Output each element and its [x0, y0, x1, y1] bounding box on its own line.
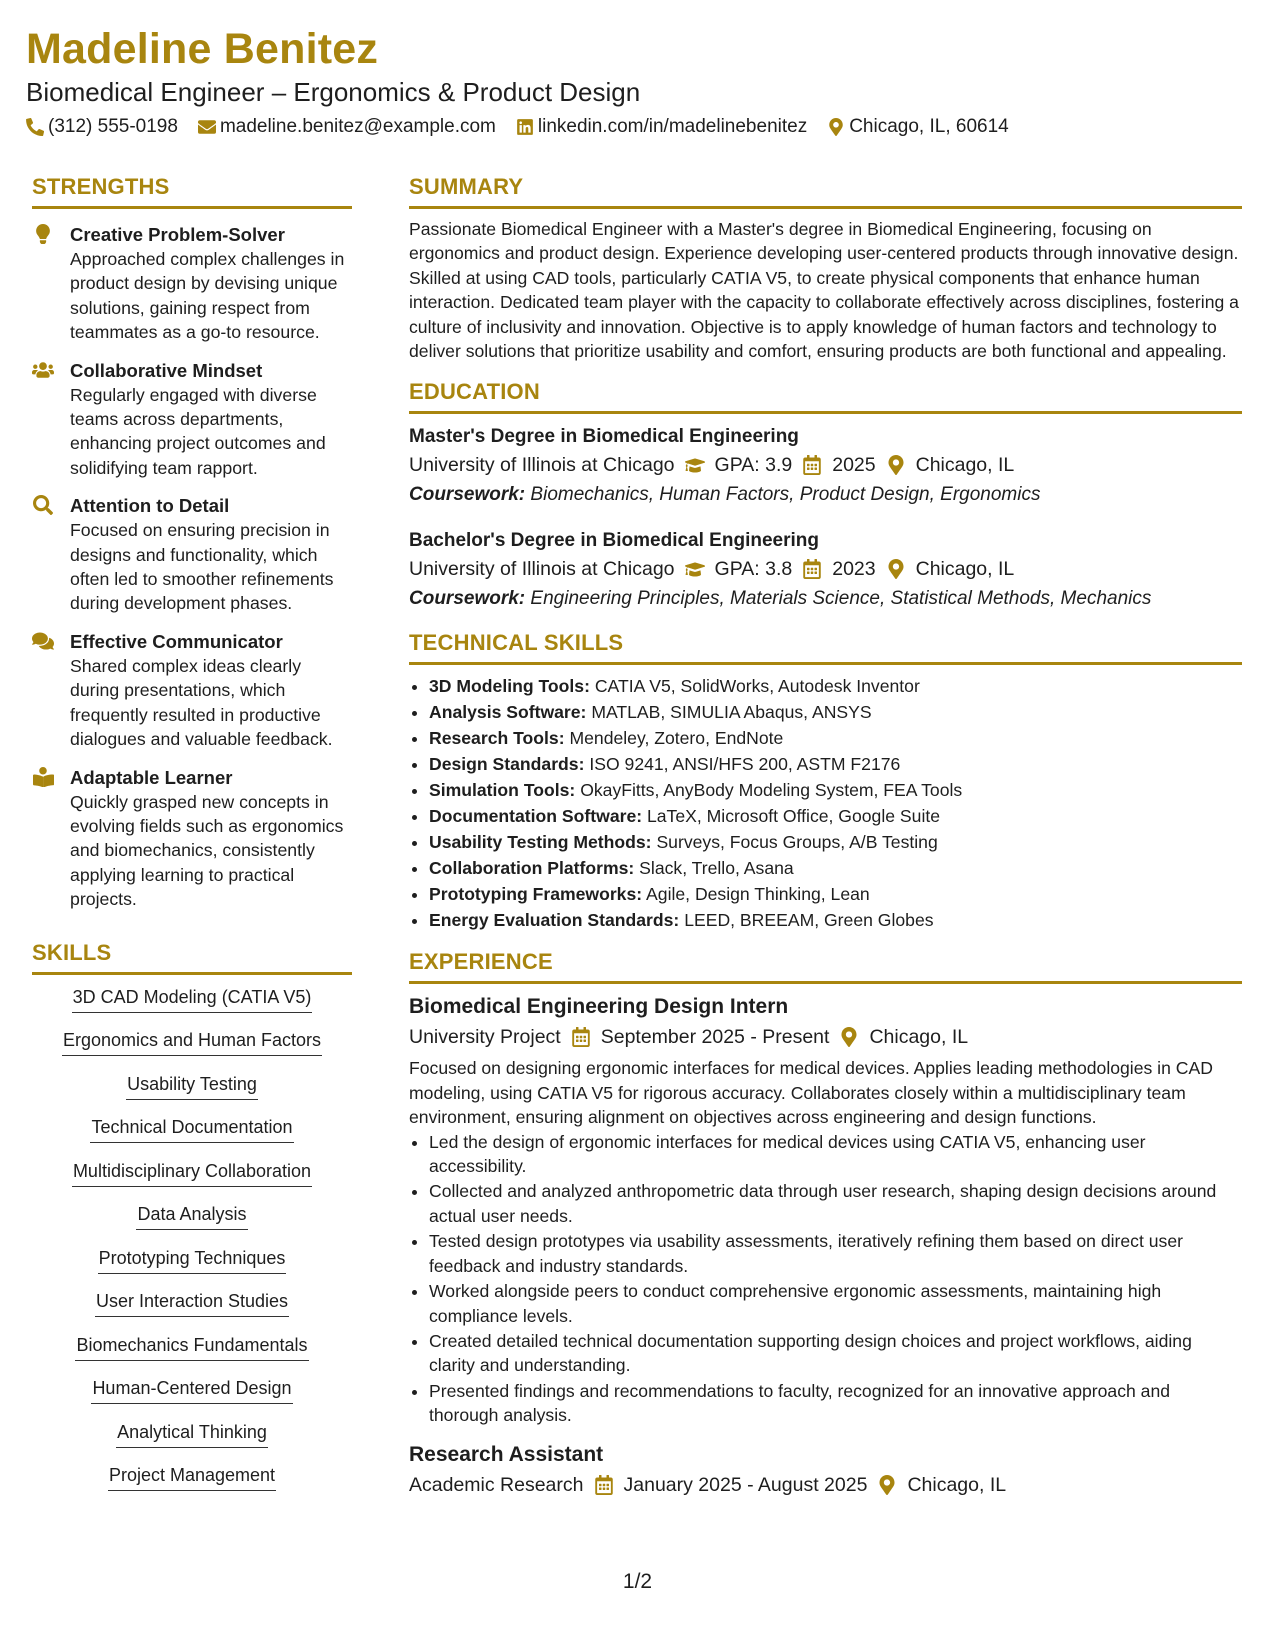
strength-desc: Approached complex challenges in product design by devising unique solutions, gaining respect from teammates as a go-to resource. — [70, 249, 345, 343]
job-org: Academic Research — [409, 1473, 584, 1496]
skills-list — [32, 985, 352, 1507]
calendar-icon — [802, 455, 822, 475]
skill-tag: Usability Testing — [126, 1072, 258, 1100]
degree-title: Master's Degree in Biomedical Engineering — [409, 426, 799, 448]
graduation-cap-icon — [685, 455, 705, 475]
skill-tag: Ergonomics and Human Factors — [62, 1028, 322, 1056]
tech-skill-label: Simulation Tools: — [429, 780, 576, 801]
strength-item — [32, 629, 352, 752]
candidate-name: Madeline Benitez — [26, 25, 379, 73]
tech-skill-item — [429, 725, 1242, 751]
technical-skills-list — [409, 673, 1242, 933]
strength-desc: Quickly grasped new concepts in evolving fields such as ergonomics and biomechanics, consistently applying learning to practical projects. — [70, 791, 344, 910]
email-link[interactable]: madeline.benitez@example.com — [219, 116, 496, 137]
skill-tag: Analytical Thinking — [116, 1420, 268, 1448]
phone-text: (312) 555-0198 — [48, 116, 178, 137]
tech-skill-item — [429, 829, 1242, 855]
job-org: University Project — [409, 1026, 561, 1049]
candidate-title: Biomedical Engineer – Ergonomics & Product Design — [26, 77, 641, 107]
gpa-text: GPA: 3.9 — [714, 454, 793, 477]
education-heading: EDUCATION — [409, 377, 1242, 414]
strength-title: Attention to Detail — [70, 495, 230, 517]
tech-skill-item — [429, 907, 1242, 933]
tech-skill-label: Documentation Software: — [429, 806, 643, 827]
tech-skill-value: LEED, BREEAM, Green Globes — [684, 910, 934, 931]
job-entry — [409, 1440, 1242, 1500]
strength-title: Adaptable Learner — [70, 766, 233, 788]
degree-year: 2023 — [832, 558, 876, 581]
degree-title: Bachelor's Degree in Biomedical Engineering — [409, 530, 819, 552]
strength-desc: Focused on ensuring precision in designs and functionality, which often led to smoother refinements during development phases. — [70, 520, 334, 614]
contact-email[interactable] — [198, 114, 496, 140]
tech-skill-value: Slack, Trello, Asana — [639, 858, 794, 879]
contact-location — [827, 114, 1009, 140]
degree-location: Chicago, IL — [915, 558, 1015, 581]
map-marker-icon — [839, 1027, 859, 1047]
tech-skill-label: Research Tools: — [429, 728, 565, 749]
strength-title: Collaborative Mindset — [70, 359, 263, 381]
strength-item — [32, 765, 352, 912]
tech-skill-value: MATLAB, SIMULIA Abaqus, ANSYS — [591, 702, 872, 723]
school-name: University of Illinois at Chicago — [409, 558, 675, 581]
strength-desc: Shared complex ideas clearly during presentations, which frequently resulted in productive dialogues and valuable feedback. — [70, 655, 333, 750]
job-description: Focused on designing ergonomic interfaces for medical devices. Applies leading methodologies in CAD modeling, using CATIA V5 for rigorous accuracy. Collaborates closely within a multidisciplinary team environment, ensuring alignment on objectives across engineering and design functions. — [409, 1058, 1213, 1128]
job-title: Research Assistant — [409, 1442, 604, 1466]
job-entry — [409, 992, 1242, 1427]
page-number: 1/2 — [622, 1570, 653, 1593]
users-icon — [32, 360, 54, 380]
skill-tag: Multidisciplinary Collaboration — [72, 1159, 312, 1187]
job-meta — [409, 1470, 1242, 1500]
strengths-heading: STRENGTHS — [32, 172, 352, 209]
location-text: Chicago, IL, 60614 — [849, 116, 1009, 137]
job-bullet: • Presented findings and recommendations to faculty, recognized for an innovative approach and thorough analysis. — [429, 1379, 1242, 1428]
coursework-text: Engineering Principles, Materials Science, Statistical Methods, Mechanics — [530, 588, 1152, 610]
tech-skill-label: 3D Modeling Tools: — [429, 676, 590, 697]
tech-skill-item — [429, 803, 1242, 829]
tech-skill-value: CATIA V5, SolidWorks, Autodesk Inventor — [594, 676, 920, 697]
strength-item — [32, 493, 352, 616]
resume-header — [26, 22, 1245, 140]
lightbulb-icon — [32, 224, 54, 244]
skill-tag: Biomechanics Fundamentals — [75, 1333, 308, 1361]
search-icon — [32, 495, 54, 515]
left-column — [32, 172, 352, 1507]
experience-heading: EXPERIENCE — [409, 947, 1242, 984]
tech-skill-label: Energy Evaluation Standards: — [429, 910, 680, 931]
coursework-line — [409, 480, 1242, 510]
tech-skill-value: OkayFitts, AnyBody Modeling System, FEA Tools — [580, 780, 963, 801]
coursework-label: Coursework: — [409, 484, 526, 506]
tech-skill-label: Prototyping Frameworks: — [429, 884, 643, 905]
degree-year: 2025 — [832, 454, 876, 477]
job-meta — [409, 1022, 1242, 1052]
strength-item — [32, 358, 352, 481]
summary-heading: SUMMARY — [409, 172, 1242, 209]
map-marker-icon — [827, 118, 845, 136]
comments-icon — [32, 631, 54, 651]
tech-skill-item — [429, 673, 1242, 699]
job-bullet: • Tested design prototypes via usability assessments, iteratively refining them based on direct user feedback and industry standards. — [429, 1229, 1242, 1278]
tech-skill-label: Design Standards: — [429, 754, 585, 775]
degree-entry — [409, 424, 1242, 510]
job-bullet: • Led the design of ergonomic interfaces for medical devices using CATIA V5, enhancing user accessibility. — [429, 1130, 1242, 1179]
linkedin-link[interactable]: linkedin.com/in/madelinebenitez — [537, 116, 808, 137]
envelope-icon — [198, 118, 216, 136]
coursework-line — [409, 584, 1242, 614]
tech-skill-item — [429, 751, 1242, 777]
contact-linkedin[interactable] — [516, 114, 807, 140]
right-column — [409, 172, 1242, 1500]
job-bullet: • Created detailed technical documentation supporting design choices and project workflows, aiding clarity and understanding. — [429, 1329, 1242, 1378]
degree-entry — [409, 528, 1242, 614]
job-bullet: • Collected and analyzed anthropometric data through user research, shaping design decisions around actual user needs. — [429, 1179, 1242, 1228]
summary-text: Passionate Biomedical Engineer with a Master's degree in Biomedical Engineering, focusing on ergonomics and product design. Experience developing user-centered products through innovative design. Skilled at using CAD tools, particularly CATIA V5, to create physical components that enhance human interaction. Dedicated team player with the capacity to collaborate effectively across disciplines, fostering a culture of inclusivity and innovation. Objective is to apply knowledge of human factors and technology to deliver solutions that prioritize usability and comfort, ensuring products are both functional and appealing. — [409, 219, 1239, 362]
degree-meta — [409, 554, 1242, 584]
calendar-icon — [571, 1027, 591, 1047]
contact-bar — [26, 114, 1245, 140]
tech-skill-value: Surveys, Focus Groups, A/B Testing — [656, 832, 938, 853]
job-dates: September 2025 - Present — [600, 1026, 830, 1049]
calendar-icon — [594, 1475, 614, 1495]
tech-skill-item — [429, 699, 1242, 725]
technical-skills-heading: TECHNICAL SKILLS — [409, 628, 1242, 665]
skill-tag: Prototyping Techniques — [98, 1246, 287, 1274]
tech-skill-item — [429, 855, 1242, 881]
job-title: Biomedical Engineering Design Intern — [409, 995, 789, 1019]
tech-skill-value: ISO 9241, ANSI/HFS 200, ASTM F2176 — [589, 754, 901, 775]
strength-item — [32, 222, 352, 345]
gpa-text: GPA: 3.8 — [714, 558, 793, 581]
job-bullet: • Worked alongside peers to conduct comprehensive ergonomic assessments, maintaining high compliance levels. — [429, 1279, 1242, 1328]
coursework-label: Coursework: — [409, 588, 526, 610]
skill-tag: Project Management — [108, 1463, 276, 1491]
tech-skill-value: Agile, Design Thinking, Lean — [646, 884, 870, 905]
tech-skill-label: Analysis Software: — [429, 702, 587, 723]
contact-phone — [26, 114, 178, 140]
school-name: University of Illinois at Chicago — [409, 454, 675, 477]
degree-location: Chicago, IL — [915, 454, 1015, 477]
book-reader-icon — [32, 767, 54, 787]
map-marker-icon — [877, 1475, 897, 1495]
skill-tag: 3D CAD Modeling (CATIA V5) — [72, 985, 313, 1013]
job-dates: January 2025 - August 2025 — [623, 1473, 868, 1496]
graduation-cap-icon — [685, 559, 705, 579]
job-location: Chicago, IL — [869, 1026, 969, 1049]
skill-tag: Human-Centered Design — [91, 1376, 292, 1404]
phone-icon — [26, 118, 44, 136]
linkedin-icon — [516, 118, 534, 136]
map-marker-icon — [886, 559, 906, 579]
job-location: Chicago, IL — [907, 1473, 1007, 1496]
degree-meta — [409, 450, 1242, 480]
skills-heading: SKILLS — [32, 938, 352, 975]
job-bullets — [409, 1130, 1242, 1428]
skill-tag: User Interaction Studies — [95, 1289, 289, 1317]
strength-desc: Regularly engaged with diverse teams across departments, enhancing project outcomes and solidifying team rapport. — [70, 384, 326, 478]
skill-tag: Technical Documentation — [90, 1115, 293, 1143]
map-marker-icon — [886, 455, 906, 475]
calendar-icon — [802, 559, 822, 579]
coursework-text: Biomechanics, Human Factors, Product Design, Ergonomics — [530, 484, 1041, 506]
tech-skill-value: Mendeley, Zotero, EndNote — [569, 728, 784, 749]
tech-skill-label: Usability Testing Methods: — [429, 832, 652, 853]
strength-title: Creative Problem-Solver — [70, 224, 285, 245]
skill-tag: Data Analysis — [136, 1202, 247, 1230]
tech-skill-item — [429, 777, 1242, 803]
strength-title: Effective Communicator — [70, 630, 283, 652]
tech-skill-value: LaTeX, Microsoft Office, Google Suite — [646, 806, 941, 827]
tech-skill-label: Collaboration Platforms: — [429, 858, 635, 879]
tech-skill-item — [429, 881, 1242, 907]
